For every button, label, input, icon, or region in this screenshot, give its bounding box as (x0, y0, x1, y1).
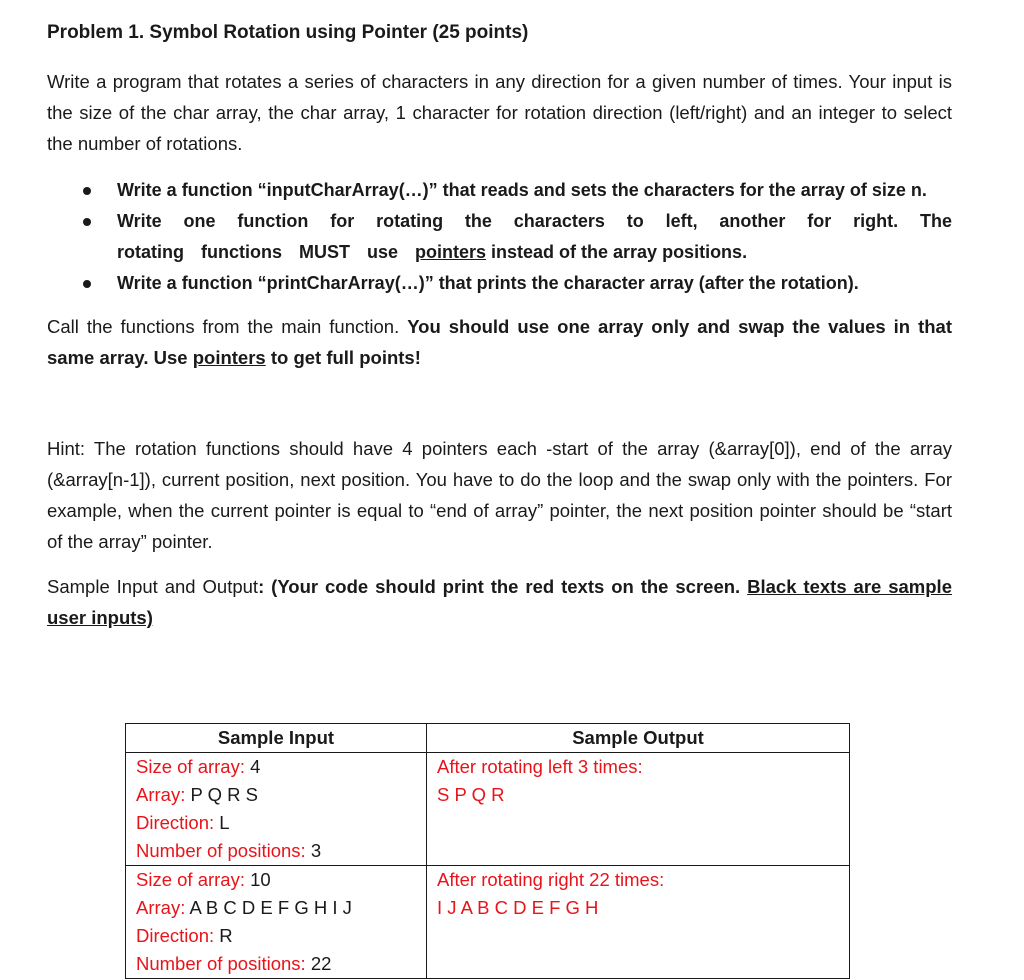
document-page (47, 18, 952, 633)
hint-paragraph: Hint: The rotation functions should have 4 pointers each -start of the array (&array[0]), end of the array (&array[n-1]), current position, next position. You have to do the loop and the swap only with the pointers. For example, when the current pointer is equal to “end of array” pointer, the next position pointer should be “start of the array” pointer. (47, 438, 952, 552)
output-array: I J A B C D E F G H (437, 897, 599, 918)
sample-io-table (125, 723, 850, 979)
positions-label: Number of positions: (136, 840, 311, 861)
list-item (47, 268, 952, 299)
intro-paragraph: Write a program that rotates a series of characters in any direction for a given number of times. Your input is the size of the char array, the char array, 1 character for rotation direction (left/right) and an integer to select the number of rotations. (47, 71, 952, 154)
input-direction-line (136, 922, 426, 950)
sample-heading (47, 571, 952, 633)
header-sample-input: Sample Input (126, 724, 427, 753)
call-paragraph (47, 311, 952, 373)
positions-value: 3 (310, 840, 322, 861)
size-value: 10 (250, 869, 271, 890)
direction-value: R (219, 925, 233, 946)
sample-colon: : (258, 576, 272, 597)
sample-output-cell (427, 866, 850, 979)
sample-output-cell (427, 753, 850, 866)
output-message: After rotating left 3 times: (437, 756, 643, 777)
call-plain-text: Call the functions from the main function. (47, 316, 408, 337)
sample-input-cell (126, 866, 427, 979)
input-size-line (136, 753, 426, 781)
output-message: After rotating right 22 times: (437, 869, 665, 890)
input-array-line (136, 894, 426, 922)
bullet-icon (83, 218, 91, 226)
call-bold-post: to get full points! (265, 347, 421, 368)
list-item (47, 206, 952, 268)
bullet-icon (83, 187, 91, 195)
sample-plain-text: Sample Input and Output (47, 576, 259, 597)
input-positions-line (136, 837, 426, 865)
input-array-line (136, 781, 426, 809)
header-sample-output: Sample Output (427, 724, 850, 753)
call-pointers-underlined: pointers (192, 347, 266, 368)
positions-label: Number of positions: (136, 953, 311, 974)
bullet-text-print-function: Write a function “printCharArray(…)” that prints the character array (after the rotation). (117, 273, 859, 293)
array-value: P Q R S (190, 784, 258, 805)
direction-label: Direction: (136, 812, 220, 833)
call-bold-pre: You should use one array only and swap the values in that same array. Use (47, 316, 952, 368)
bullet-pointers-underlined: pointers (415, 242, 487, 262)
input-size-line (136, 866, 426, 894)
table-header-row (126, 724, 850, 753)
size-label: Size of array: (136, 869, 251, 890)
problem-title: Problem 1. Symbol Rotation using Pointer (25 points) (47, 22, 529, 43)
requirements-list (47, 175, 952, 299)
list-item (47, 175, 952, 206)
input-positions-line (136, 950, 426, 978)
bullet-text-rotate-pre: Write one function for rotating the characters to left, another for right. The rotating functions MUST use (117, 211, 952, 262)
array-label: Array: (136, 784, 191, 805)
input-direction-line (136, 809, 426, 837)
size-label: Size of array: (136, 756, 251, 777)
bullet-text-input-function: Write a function “inputCharArray(…)” that reads and sets the characters for the array of size n. (117, 180, 927, 200)
sample-input-cell (126, 753, 427, 866)
bullet-text-rotate-post: instead of the array positions. (486, 242, 748, 262)
sample-bold-text: (Your code should print the red texts on the screen. (271, 576, 748, 597)
direction-value: L (219, 812, 230, 833)
output-array: S P Q R (437, 784, 505, 805)
sample-underlined-text: Black texts are sample user inputs) (47, 576, 952, 628)
array-value: A B C D E F G H I J (189, 897, 352, 918)
table-row (126, 866, 850, 979)
size-value: 4 (250, 756, 261, 777)
direction-label: Direction: (136, 925, 220, 946)
positions-value: 22 (310, 953, 332, 974)
table-row (126, 753, 850, 866)
array-label: Array: (136, 897, 190, 918)
bullet-icon (83, 280, 91, 288)
